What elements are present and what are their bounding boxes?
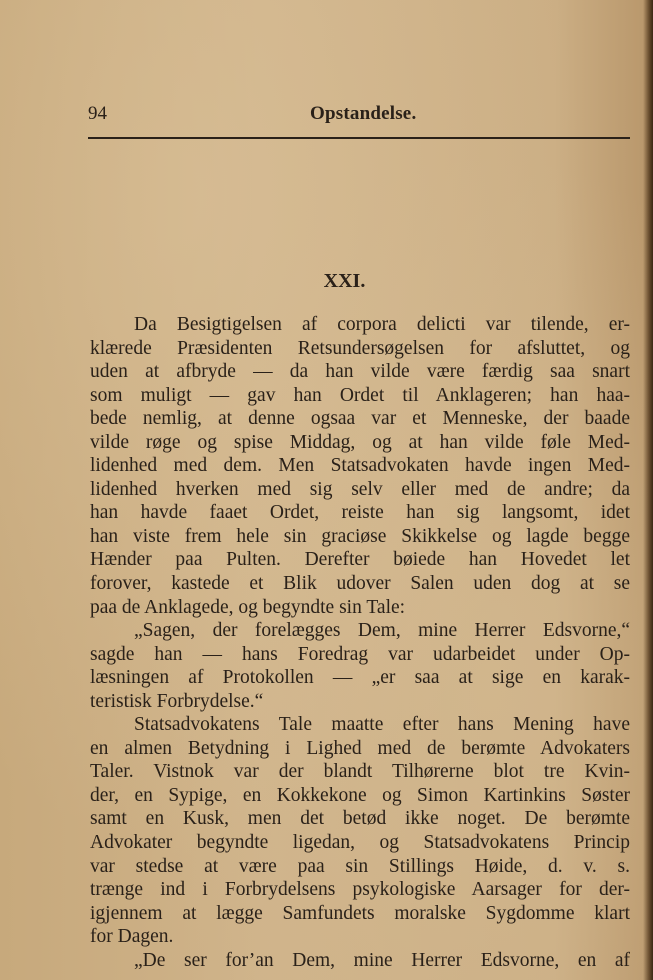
text-line: Statsadvokatens Tale maatte efter hans Mening have: [134, 714, 630, 736]
running-title: Opstandelse.: [310, 103, 417, 124]
text-line: der, en Sypige, en Kokkekone og Simon Kartinkins Søster: [90, 784, 630, 806]
header-rule: [88, 137, 630, 139]
text-line: lidenhed med dem. Men Statsadvokaten havde ingen Med-: [90, 455, 630, 477]
text-line: en almen Betydning i Lighed med de berømte Advokaters: [90, 737, 630, 759]
text-line: paa de Anklagede, og begyndte sin Tale:: [90, 596, 406, 618]
text-line: forover, kastede et Blik udover Salen uden dog at se: [90, 573, 630, 595]
text-line: klærede Præsidenten Retsundersøgelsen for afsluttet, og: [90, 337, 630, 359]
paragraph: [90, 619, 630, 713]
text-line: teristisk Forbrydelse.“: [90, 690, 264, 712]
text-line: Advokater begyndte ligedan, og Statsadvokatens Princip: [90, 832, 630, 854]
page-number: 94: [88, 103, 107, 124]
text-line: vilde røge og spise Middag, og at han vilde føle Med-: [90, 431, 630, 453]
text-line: „Sagen, der forelægges Dem, mine Herrer Edsvorne,“: [134, 620, 630, 642]
paragraph: [90, 949, 630, 973]
paragraph: [90, 713, 630, 948]
chapter-heading: XXI.: [323, 270, 366, 292]
text-line: læsningen af Protokollen — „er saa at sige en karak-: [90, 667, 630, 689]
text-line: lidenhed hverken med sig selv eller med de andre; da: [90, 478, 630, 500]
text-line: uden at afbryde — da han vilde være færdig saa snart: [90, 361, 630, 383]
text-line: samt en Kusk, men det betød ikke noget. De berømte: [90, 808, 630, 830]
text-line: for Dagen.: [90, 926, 174, 948]
text-line: „De ser for’an Dem, mine Herrer Edsvorne, en af: [134, 949, 630, 971]
text-line: trænge ind i Forbrydelsens psykologiske Aarsager for der-: [90, 879, 630, 901]
body-text: [90, 313, 630, 972]
text-line: han havde faaet Ordet, reiste han sig langsomt, idet: [90, 502, 630, 524]
text-line: Taler. Vistnok var der blandt Tilhørerne blot tre Kvin-: [90, 761, 630, 783]
page-header: [88, 103, 630, 129]
text-line: Hænder paa Pulten. Derefter bøiede han Hovedet let: [90, 549, 630, 571]
text-line: sagde han — hans Foredrag var udarbeidet under Op-: [90, 643, 630, 665]
paragraph: [90, 313, 630, 619]
page-edge-shadow: [643, 0, 653, 980]
text-line: igjennem at lægge Samfundets moralske Sygdomme klart: [90, 902, 630, 924]
text-line: bede nemlig, at denne ogsaa var et Menneske, der baade: [90, 408, 630, 430]
text-line: var stedse at være paa sin Stillings Høide, d. v. s.: [90, 855, 630, 877]
text-line: han viste frem hele sin graciøse Skikkelse og lagde begge: [90, 525, 630, 547]
text-line: som muligt — gav han Ordet til Anklageren; han haa-: [90, 384, 630, 406]
text-line: Da Besigtigelsen af corpora delicti var tilende, er-: [134, 314, 630, 335]
